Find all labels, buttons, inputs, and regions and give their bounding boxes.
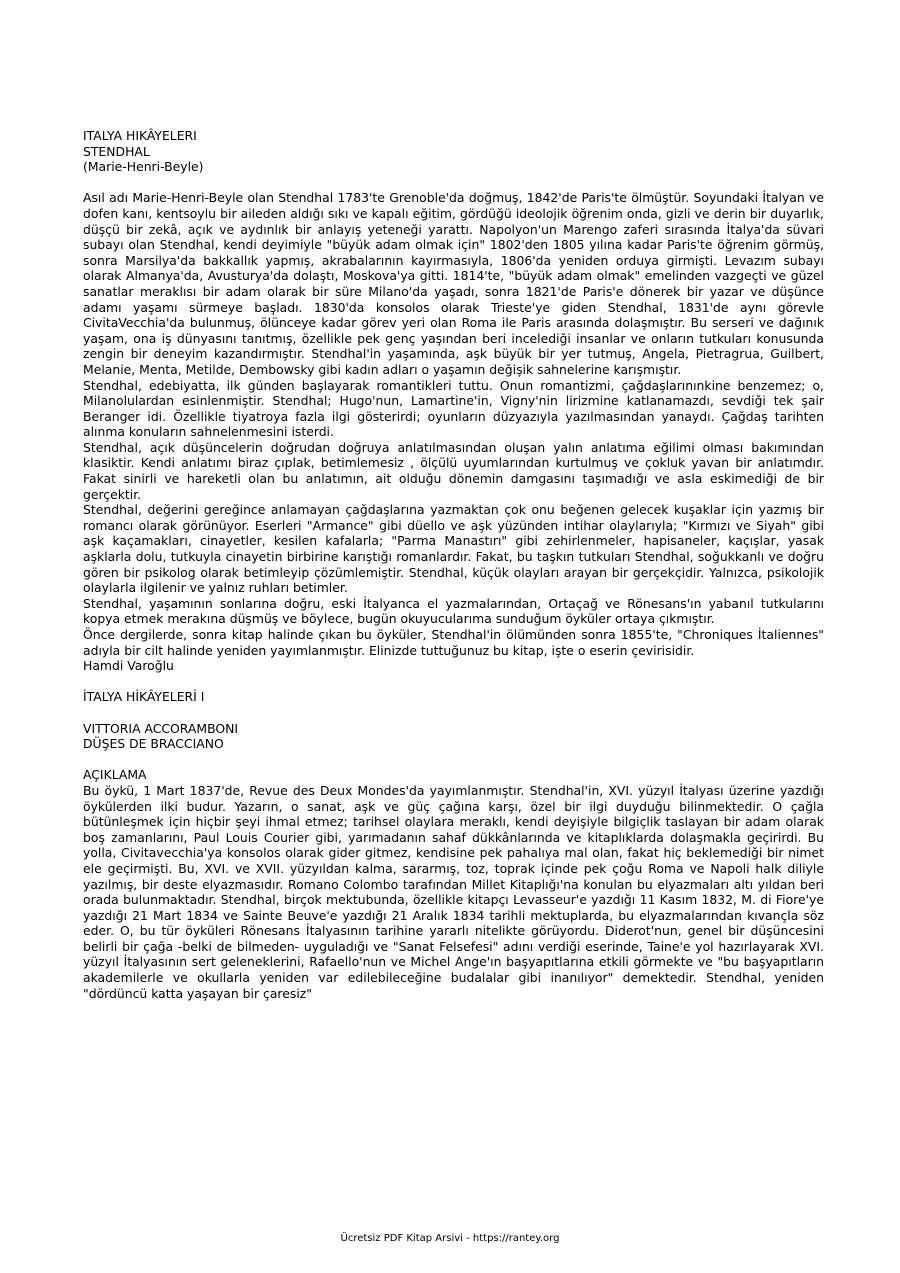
intro-paragraph: Stendhal, yaşamının sonlarına doğru, eski İtalyanca el yazmalarından, Ortaçağ ve Rönesans'ın yabanıl tutkularını kopya etmek merakına düşmüş ve böylece, bugün okuyucularıma sunduğum öyküler ortaya çıkmıştır. [83, 595, 824, 627]
document-page [83, 128, 824, 1001]
intro-paragraph: Asıl adı Marie-Henri-Beyle olan Stendhal 1783'te Grenoble'da doğmuş, 1842'de Paris'te ölmüştür. Soyundaki İtalyan ve dofen kanı, kentsoylu bir aileden aldığı sıkı ve kapalı eğitim, gördüğü ideolojik öğrenim onda, gizli ve derin bir duyarlık, düşçü bir zekâ, açık ve aydınlık bir anlayış yeteneği yarattı. Napolyon'un Marengo zaferi sırasında İtalya'da süvari subayı olan Stendhal, kendi deyimiyle "büyük adam olmak için" 1802'den 1805 yılına kadar Paris'te öğrenim görmüş, sonra Marsilya'da bakkallık yapmış, akrabalarının kayırmasıyla, 1806'da yeniden orduya girmişti. Levazım subayı olarak Almanya'da, Avusturya'da dolaştı, Moskova'ya gitti. 1814'te, "büyük adam olmak" emelinden vazgeçti ve güzel sanatlar meraklısı bir adam olarak bir süre Milano'da yaşadı, sonra 1821'de Paris'e dönerek bir yazar ve düşünce adamı yaşamı sürmeye başladı. 1830'da konsolos olarak Trieste'ye giden Stendhal, 1831'de aynı görevle CivitaVecchia'da bulunmuş, ölünceye kadar görev yeri olan Roma ile Paris arasında dolaşmıştır. Bu serseri ve dağınık yaşam, ona iş dünyasını tanıtmış, özellikle pek genç yaşından beri incelediği insanlar ve onların tutkuları konusunda zengin bir deneyim kazandırmıştır. Stendhal'in yaşamında, aşk büyük bir yer tutmuş, Angela, Pietragrua, Guilbert, Melanie, Menta, Metilde, Dembowsky gibi kadın adları o yaşamın değişik sahnelerine karışmıştır. [83, 190, 824, 377]
translator-name: Hamdi Varoğlu [83, 658, 174, 674]
author-name: STENDHAL [83, 143, 150, 159]
story-title: VITTORIA ACCORAMBONI [83, 720, 239, 736]
intro-paragraph: Önce dergilerde, sonra kitap halinde çıkan bu öyküler, Stendhal'in ölümünden sonra 1855'te, "Chroniques İtaliennes" adıyla bir cilt halinde yeniden yayımlanmıştır. Elinizde tuttuğunuz bu kitap, işte o eserin çevirisidir. [83, 627, 824, 658]
spacer [83, 674, 824, 690]
spacer [83, 705, 824, 721]
explanation-paragraph: Bu öykü, 1 Mart 1837'de, Revue des Deux Mondes'da yayımlanmıştır. Stendhal'in, XVI. yüzyıl İtalyası üzerine yazdığı öykülerden ilki budur. Yazarın, o sanat, aşk ve güç çağına karşı, özel bir ilgi duyduğu bilinmektedir. O çağla bütünleşmek için hiçbir şeyi ihmal etmez; tarihsel olaylara meraklı, kendi deyişiyle bilgiçlik taslayan bir adam olarak boş zamanlarını, Paul Louis Courier gibi, yarımadanın sahaf dükkânlarında ve kitaplıklarda dolaşmakla geçirirdi. Bu yolla, Civitavecchia'ya konsolos olarak gider gitmez, kendisine pek pahalıya mal olan, fakat hiç beklemediği bir nimet ele geçirmişti. Bu, XVI. ve XVII. yüzyıldan kalma, sararmış, toz, toprak içinde pek çoğu Roma ve Napoli halk diliyle yazılmış, bir deste elyazmasıdır. Romano Colombo tarafından Millet Kitaplığı'na konulan bu elyazmaları altı yıldan beri orada bulunmaktadır. Stendhal, birçok mektubunda, özellikle kitapçı Levasseur'e yazdığı 11 Kasım 1832, M. di Fiore'ye yazdığı 21 Mart 1834 ve Sainte Beuve'e yazdığı 21 Aralık 1834 tarihli mektuplarda, bu elyazmalarından kıvançla söz eder. O, bu tür öyküleri Rönesans İtalyasının tarihine yararlı nitelikte görüyordu. Diderot'nun, genel bir düşüncesini belirli bir çağa -belki de bilmeden- uyguladığı ve "Sanat Felsefesi" adını verdiği eserinde, Taine'e yol hazırlayarak XVI. yüzyıl İtalyasının sert geleneklerini, Rafaello'nun ve Michel Ange'ın başyapıtlarına etkili görmekte ve "bu başyapıtların akademilerle ve okullarla yeniden var edilebileceğine budalalar gibi inanılıyor" demektedir. Stendhal, yeniden "dördüncü katta yaşayan bir çaresiz" [83, 782, 824, 1001]
explanation-heading: AÇIKLAMA [83, 767, 147, 783]
story-subtitle: DÜŞES DE BRACCIANO [83, 736, 224, 752]
intro-paragraph: Stendhal, edebiyatta, ilk günden başlayarak romantikleri tuttu. Onun romantizmi, çağdaşlarınınkine benzemez; o, Milanolulardan esinlenmiştir. Stendhal; Hugo'nun, Lamartine'in, Vigny'nin lirizmine katlanamazdı, sevdiği tek şair Beranger idi. Özellikle tiyatroya fazla ilgi gösterirdi; oyunların düzyazıyla yazılmasından yanaydı. Çağdaş tarihten alınma konuların sahnelenmesini isterdi. [83, 377, 824, 440]
intro-paragraph: Stendhal, açık düşüncelerin doğrudan doğruya anlatılmasından oluşan yalın anlatıma eğilimi olması bakımından klasiktir. Kendi anlatımı biraz çıplak, betimlemesiz , ölçülü uyumlarından kurtulmuş ve çokluk yavan bir anlatımdır. Fakat sinirli ve hareketli olan bu anlatımın, ait olduğu dönemin damgasını taşımadığı ve asla eskimediği de bir gerçektir. [83, 439, 824, 502]
series-title: ITALYA HIKÂYELERI [83, 128, 197, 143]
intro-paragraph: Stendhal, değerini gereğince anlamayan çağdaşlarına yazmaktan çok onu beğenen gelecek kuşaklar için yazmış bir romancı olarak görünüyor. Eserleri "Armance" gibi düello ve aşk yüzünden intihar olaylarıyla; "Kırmızı ve Siyah" gibi aşk kaçamakları, cinayetler, kesilen kafalarla; "Parma Manastırı" gibi zehirlenmeler, hapisaneler, kaçışlar, yasak aşklarla dolu, tutkuyla cinayetin birbirine karıştığı romanlardır. Fakat, bu taşkın tutkuları Stendhal, soğukkanlı ve doğru gören bir psikolog olarak betimleyip çözümlemiştir. Stendhal, küçük olayları arayan bir gerçekçidir. Yalnızca, psikolojik olaylarla ilgilenir ve yalnız ruhları betimler. [83, 502, 824, 596]
author-full-name: (Marie-Henri-Beyle) [83, 159, 204, 175]
page-footer: Ücretsiz PDF Kitap Arsivi - https://rantey.org [340, 1233, 560, 1244]
section-title: İTALYA HİKÂYELERİ I [83, 689, 205, 705]
spacer [83, 752, 824, 768]
spacer [83, 175, 824, 191]
